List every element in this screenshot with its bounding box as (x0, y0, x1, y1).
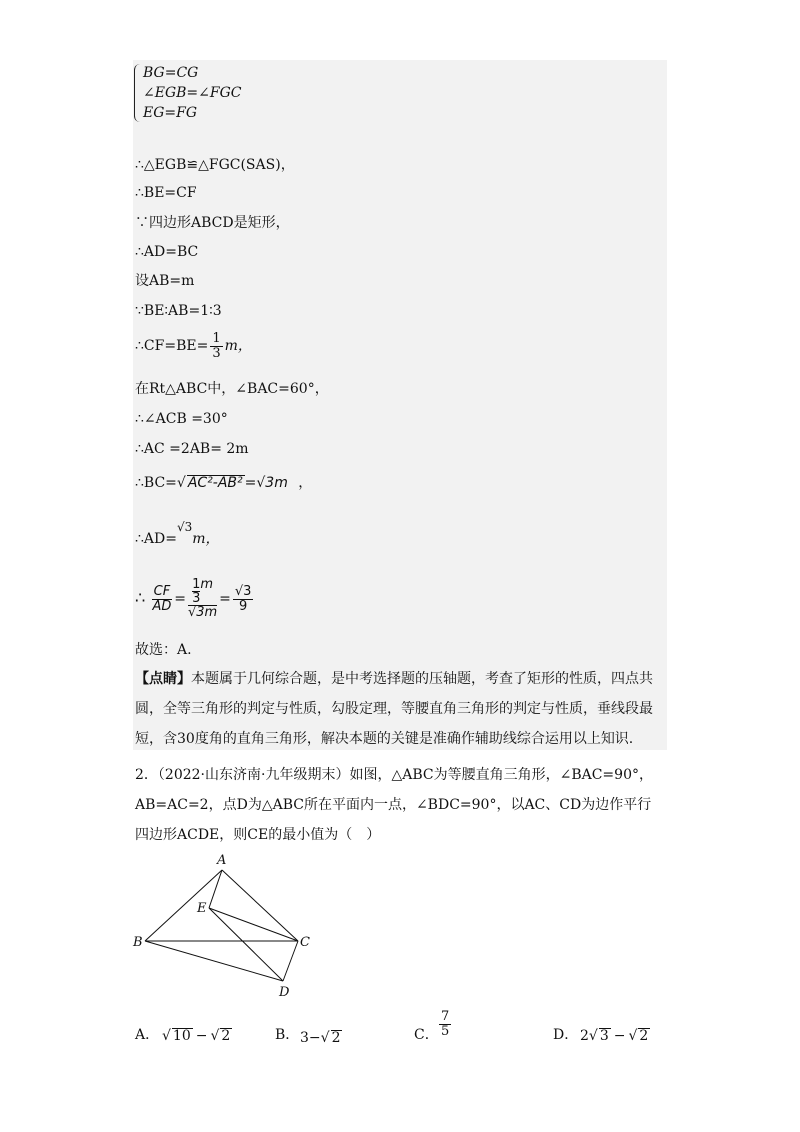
option-b-rad: 2 (331, 1030, 341, 1046)
answer-choice-line: 故选：A. (135, 642, 192, 658)
option-a-label[interactable]: A． (135, 1027, 160, 1043)
bc-line-suffix: ， (298, 475, 313, 491)
system-brace (134, 64, 141, 122)
ad-bc-line: ∴AD=BC (135, 244, 199, 260)
option-c-fraction (439, 1010, 451, 1039)
middle-num-a: 1 (192, 577, 201, 592)
option-c-num: 7 (441, 1009, 450, 1024)
right-triangle-line: 在Rt△ABC中，∠BAC=60°， (135, 381, 329, 397)
comment-body: 本题属于几何综合题，是中考选择题的压轴题，考查了矩形的性质，四点共圆，全等三角形的判定与性质，勾股定理，等腰直角三角形的判定与性质，垂线段最短，含30度角的直角三角形，解决本题的关键是准确作辅助线综合运用以上知识. (135, 671, 653, 747)
comment-paragraph (135, 664, 665, 754)
cf-line (135, 330, 252, 362)
middle-fraction (188, 578, 217, 620)
option-d-rad1: 3 (599, 1028, 609, 1044)
label-b: B (133, 935, 143, 950)
ad-line-suffix: m， (192, 531, 220, 547)
question-2-text (135, 760, 665, 850)
cf-line-prefix: ∴CF=BE= (135, 338, 209, 354)
result-fraction (233, 585, 254, 614)
ratio-result-line (135, 570, 255, 626)
middle-den: √3m (187, 605, 218, 620)
middle-num-b: 3 (192, 591, 201, 606)
cf-ad-den: AD (152, 598, 172, 614)
cf-ad-num: CF (153, 583, 171, 599)
comment-tag: 【点睛】 (135, 671, 191, 687)
option-b-pre: 3− (300, 1030, 321, 1046)
cf-line-suffix: m， (224, 338, 252, 354)
option-a-minus: − (195, 1028, 208, 1044)
label-d: D (279, 985, 290, 1000)
ad-line-prefix: ∴AD= (135, 531, 177, 547)
option-d-label[interactable]: D． (553, 1027, 579, 1043)
system-line-2: ∠EGB=∠FGC (143, 85, 242, 101)
cf-fraction-den: 3 (212, 345, 221, 361)
option-a-rad2: 2 (221, 1028, 231, 1044)
ad-root: √3 (176, 520, 193, 534)
therefore-sign: ∴ (135, 588, 146, 607)
middle-num (188, 578, 217, 606)
middle-num-m: m (200, 577, 214, 592)
question-number: 2． (135, 767, 158, 783)
angle-acb-line: ∴∠ACB =30° (135, 411, 228, 427)
bc-line-mid: =√3m (244, 475, 288, 491)
option-d-minus: − (613, 1028, 626, 1044)
bc-line-prefix: ∴BC= (135, 475, 177, 491)
option-c-value[interactable] (437, 1010, 453, 1039)
equals-2: = (219, 591, 231, 607)
congruence-line: ∴△EGB≌△FGC(SAS)， (135, 157, 295, 173)
cf-ad-fraction (152, 585, 173, 614)
result-den: 9 (239, 598, 248, 614)
geometry-figure (125, 850, 325, 1005)
ac-line: ∴AC =2AB= 2m (135, 441, 249, 457)
cf-fraction-num: 1 (212, 330, 221, 346)
option-b-label[interactable]: B． (275, 1027, 300, 1043)
system-line-1: BG=CG (143, 65, 199, 81)
cf-fraction (210, 332, 222, 361)
option-d-coef: 2 (580, 1028, 589, 1044)
label-a: A (217, 853, 227, 868)
option-d-value[interactable]: 2√ 3 − √ 2 (580, 1028, 649, 1044)
bc-line: ∴BC=√ AC²-AB² =√3m ， (135, 475, 313, 491)
result-num: √3 (234, 583, 252, 599)
option-b-value[interactable]: 3−√ 2 (300, 1030, 341, 1046)
question-body: 如图，△ABC为等腰直角三角形，∠BAC=90°，AB=AC=2，点D为△ABC所在平面内一点，∠BDC=90°，以AC、CD为边作平行四边形ACDE，则CE的最小值为（ ） (135, 767, 653, 843)
option-a-value[interactable]: √ 10 − √ 2 (162, 1028, 231, 1044)
label-c: C (300, 935, 310, 950)
option-d-rad2: 2 (639, 1028, 649, 1044)
option-c-den: 5 (441, 1024, 450, 1039)
be-cf-line: ∴BE=CF (135, 185, 197, 201)
segment-ac (222, 870, 298, 941)
ratio-line: ∵BE∶AB=1∶3 (135, 303, 222, 319)
question-source: （2022·山东济南·九年级期末） (157, 767, 350, 783)
option-c-label[interactable]: C． (414, 1027, 439, 1043)
segment-cd (283, 941, 298, 981)
segment-ab (145, 870, 222, 941)
bc-radicand: AC²-AB² (187, 475, 243, 491)
equals-1: = (174, 591, 186, 607)
option-a-rad1: 10 (172, 1028, 191, 1044)
rectangle-line: ∵四边形ABCD是矩形， (135, 215, 290, 231)
let-ab-line: 设AB=m (135, 273, 195, 289)
system-line-3: EG=FG (143, 105, 198, 121)
label-e: E (197, 901, 207, 916)
ad-line (135, 520, 220, 548)
segment-ec (209, 908, 298, 941)
